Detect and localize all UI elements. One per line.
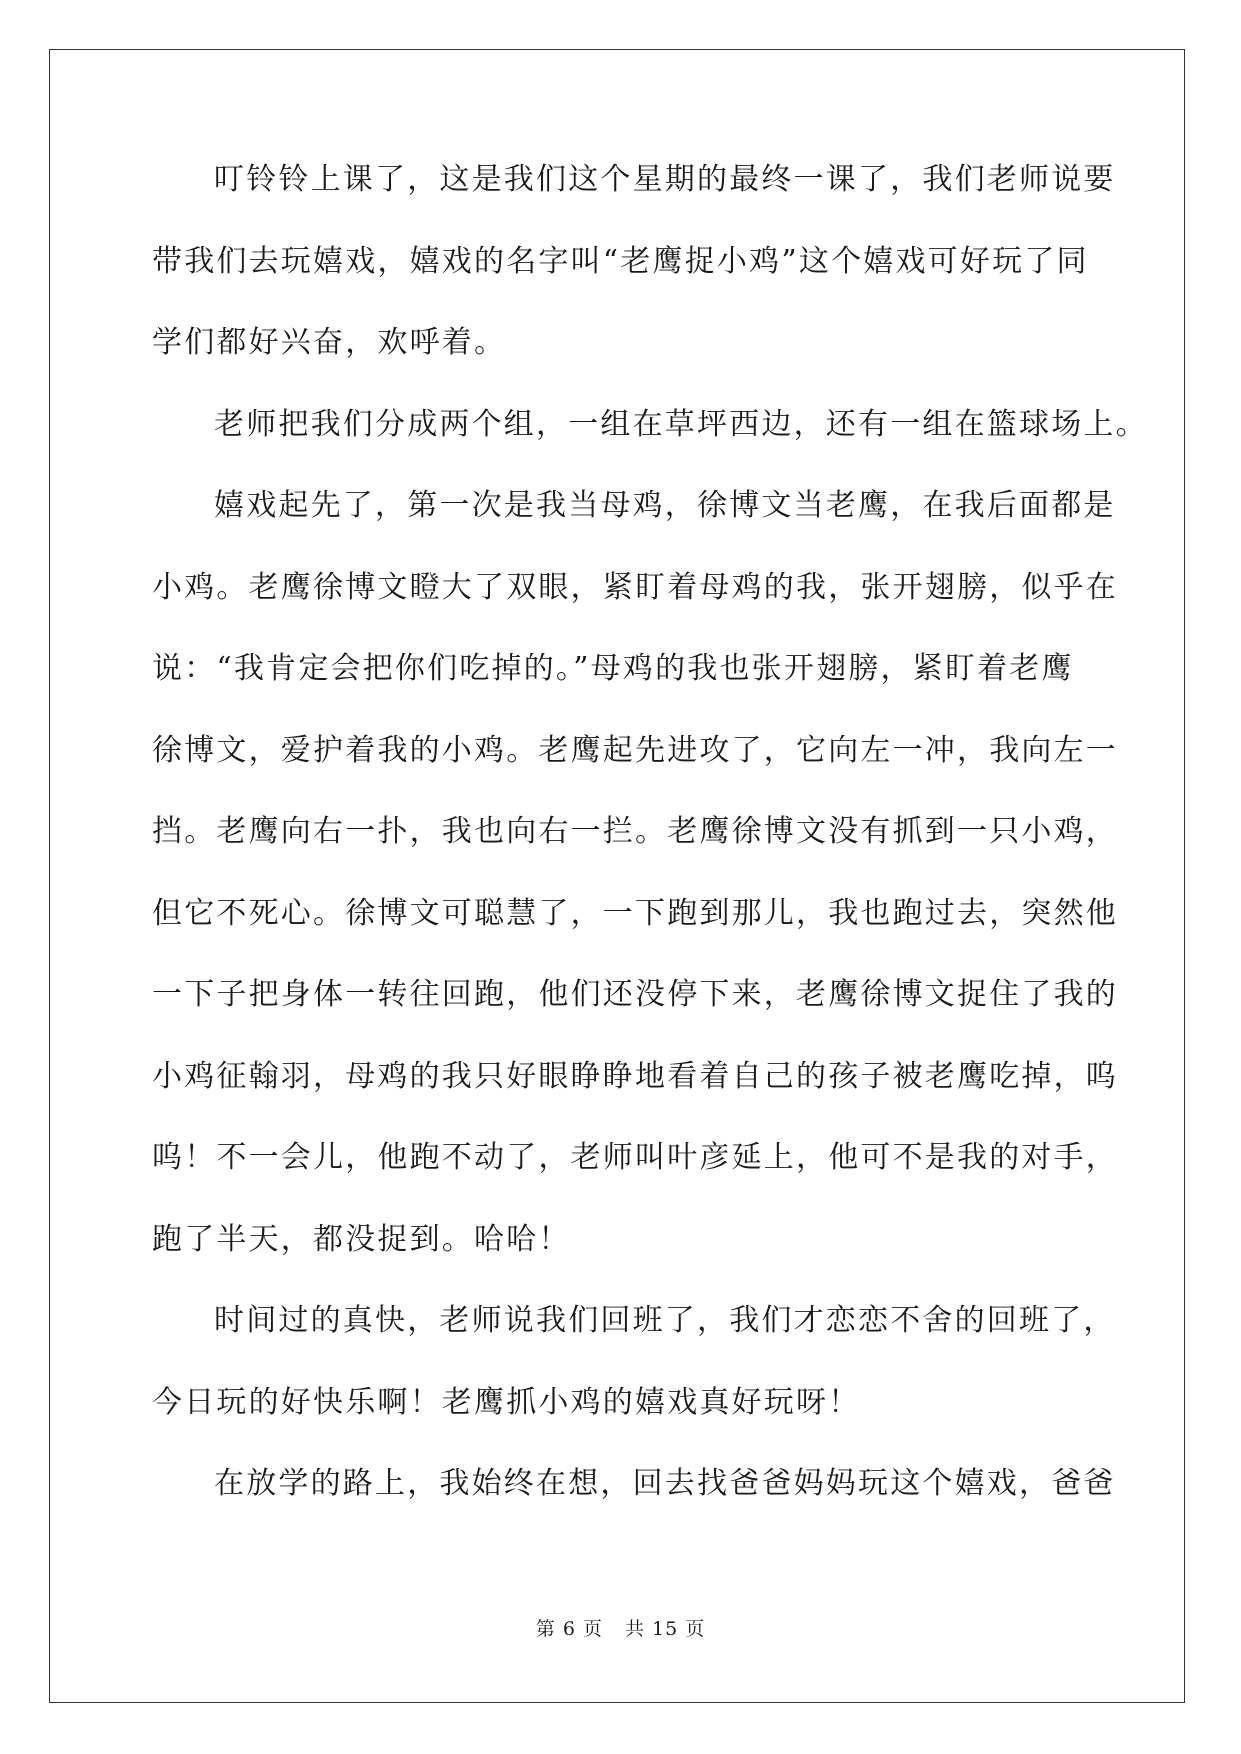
text-line: 叮铃铃上课了，这是我们这个星期的最终一课了，我们老师说要 bbox=[214, 162, 1116, 197]
text-line: 老师把我们分成两个组，一组在草坪西边，还有一组在篮球场上。 bbox=[214, 406, 1148, 442]
text-line: 小鸡。老鹰徐博文瞪大了双眼，紧盯着母鸡的我，张开翅膀，似乎在 bbox=[152, 569, 1118, 605]
text-line: 一下子把身体一转往回跑，他们还没停下来，老鹰徐博文捉住了我的 bbox=[152, 977, 1118, 1012]
text-line: 时间过的真快，老师说我们回班了，我们才恋恋不舍的回班了， bbox=[214, 1303, 1116, 1338]
text-line: 呜！不一会儿，他跑不动了，老师叫叶彦延上，他可不是我的对手， bbox=[152, 1140, 1118, 1175]
text-line: 嬉戏起先了，第一次是我当母鸡，徐博文当老鹰，在我后面都是 bbox=[214, 488, 1116, 523]
text-line: 徐博文，爱护着我的小鸡。老鹰起先进攻了，它向左一冲，我向左一 bbox=[152, 732, 1118, 768]
text-line: 学们都好兴奋，欢呼着。 bbox=[152, 325, 507, 360]
page-footer bbox=[0, 1614, 1241, 1641]
text-line: 小鸡征翰羽，母鸡的我只好眼睁睁地看着自己的孩子被老鹰吃掉，呜 bbox=[152, 1058, 1118, 1094]
text-line: 今日玩的好快乐啊！老鹰抓小鸡的嬉戏真好玩呀！ bbox=[152, 1384, 861, 1420]
text-line: 但它不死心。徐博文可聪慧了，一下跑到那儿，我也跑过去，突然他 bbox=[152, 895, 1118, 931]
text-line: 跑了半天，都没捉到。哈哈！ bbox=[152, 1221, 571, 1257]
page-number: 第 6 页 bbox=[535, 1618, 603, 1640]
document-body bbox=[152, 162, 1148, 1551]
text-line: 带我们去玩嬉戏，嬉戏的名字叫“老鹰捉小鸡”这个嬉戏可好玩了同 bbox=[152, 243, 1089, 279]
text-line: 说：“我肯定会把你们吃掉的。”母鸡的我也张开翅膀，紧盯着老鹰 bbox=[152, 651, 1074, 686]
page-total: 共 15 页 bbox=[624, 1618, 706, 1640]
text-line: 挡。老鹰向右一扑，我也向右一拦。老鹰徐博文没有抓到一只小鸡， bbox=[152, 814, 1118, 849]
text-line: 在放学的路上，我始终在想，回去找爸爸妈妈玩这个嬉戏，爸爸 bbox=[214, 1466, 1116, 1501]
